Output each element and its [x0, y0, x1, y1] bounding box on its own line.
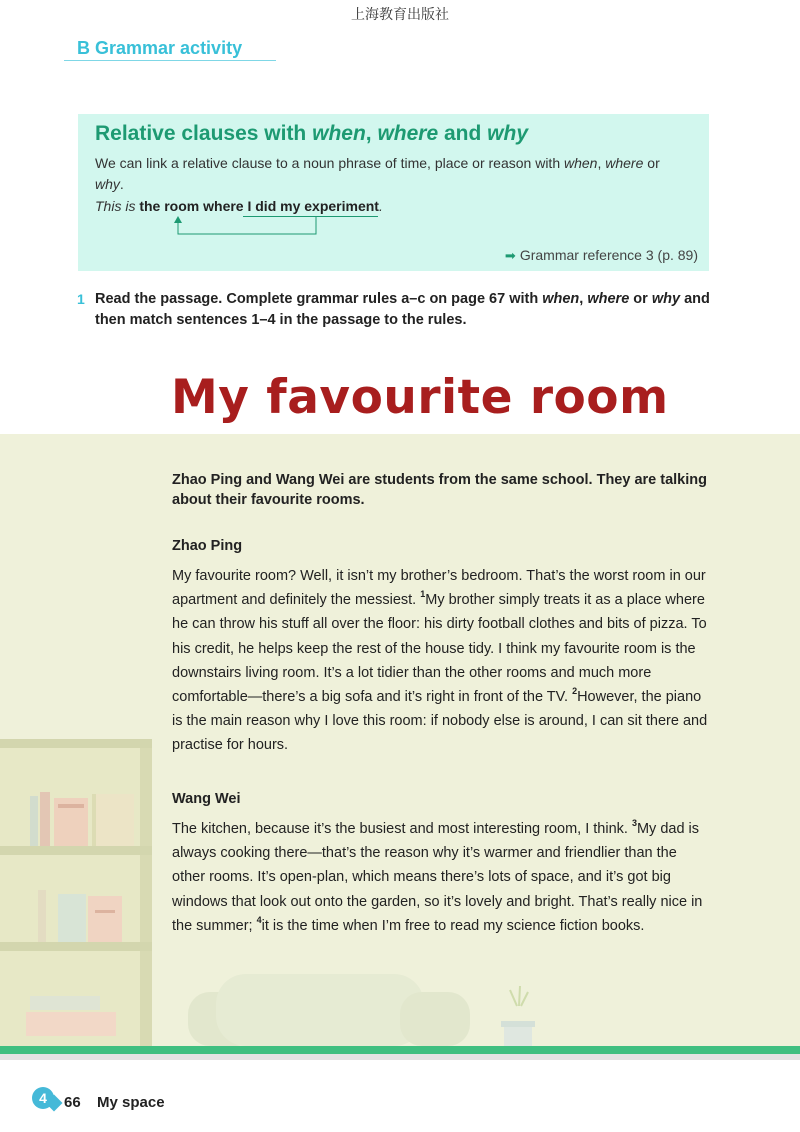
- grammar-box: [78, 114, 709, 271]
- title-why: why: [487, 122, 529, 145]
- link-arrow-icon: [170, 214, 322, 238]
- footer-shadow: [0, 1054, 800, 1060]
- paragraph-text: it is the time when I’m free to read my science fiction books.: [261, 917, 645, 934]
- paragraph-text: My brother simply treats it as a place where he can throw his stuff all over the floor: his dirty football clothes and bits of pizza. To his credit, he helps keep the rest of the house tidy. I think my favourite room is the downstairs living room. It’s a lot tidier than the other rooms and much more comfortable—there’s a big sofa and it’s right in front of the TV.: [172, 592, 707, 706]
- section-title: B Grammar activity: [77, 38, 243, 58]
- paragraph-text: However, the piano is the main reason why I love this room: if nobody else is around, I can sit there and practise for hours.: [172, 689, 708, 754]
- sentence-number: 2: [572, 686, 578, 697]
- instruction-number: 1: [77, 291, 85, 307]
- title-and: and: [438, 122, 488, 145]
- paragraph-text: My dad is always cooking there—that’s the reason why it’s warmer and friendlier than the other rooms. It’s open-plan, which means there’s lots of space, and it’s got big windows that look out onto the garden, so it’s lovely and bright. That’s really nice in the summer;: [172, 821, 703, 934]
- speaker-name: Zhao Ping: [172, 538, 243, 554]
- instruction-why: why: [651, 291, 681, 307]
- instruction-or: or: [629, 291, 652, 307]
- section-divider: [64, 60, 276, 61]
- explanation-comma: ,: [597, 155, 606, 171]
- paragraph-text: My favourite room? Well, it isn’t my brother’s bedroom. That’s the worst room in our apartment and definitely the messiest.: [172, 568, 706, 609]
- sentence-number: 1: [420, 589, 426, 600]
- example-prefix: This is: [95, 198, 140, 214]
- title-where: where: [377, 122, 439, 145]
- example-highlight: the room where I did my experiment: [139, 198, 379, 214]
- speaker-name: Wang Wei: [172, 791, 241, 807]
- instruction-where: where: [587, 291, 630, 307]
- reading-intro: Zhao Ping and Wang Wei are students from the same school. They are talking about their favourite rooms.: [172, 472, 707, 508]
- title-when: when: [312, 122, 366, 145]
- unit-badge: 4: [32, 1087, 54, 1109]
- paragraph-text: The kitchen, because it’s the busiest and most interesting room, I think.: [172, 821, 632, 837]
- unit-title: My space: [97, 1094, 165, 1111]
- grammar-reference-text: Grammar reference 3 (p. 89): [519, 247, 698, 263]
- explanation-where: where: [605, 155, 644, 171]
- grammar-reference-link[interactable]: [505, 247, 698, 264]
- speaker-paragraph: [172, 564, 712, 758]
- explanation-when: when: [564, 155, 598, 171]
- explanation-text: We can link a relative clause to a noun phrase of time, place or reason with: [95, 155, 564, 171]
- example-end: .: [378, 198, 383, 214]
- speaker-paragraph: [172, 817, 712, 938]
- grammar-example: [95, 198, 383, 214]
- explanation-why: why: [95, 176, 120, 192]
- grammar-box-title: [95, 122, 528, 146]
- sentence-number: 3: [631, 818, 637, 828]
- instruction-part1: Read the passage. Complete grammar rules a–c on page 67 with: [95, 291, 543, 307]
- instruction-when: when: [542, 291, 580, 307]
- page-number: 66: [64, 1094, 81, 1111]
- instruction-text: [95, 289, 715, 331]
- grammar-box-explanation: [95, 153, 680, 195]
- plant-icon: [510, 990, 517, 1006]
- explanation-end: .: [119, 176, 124, 192]
- explanation-or: or: [643, 155, 660, 171]
- instruction-comma: ,: [579, 291, 588, 307]
- instruction-part2: and then match sentences 1–4 in the passage to the rules.: [95, 291, 710, 328]
- sentence-number: 4: [256, 914, 262, 925]
- title-text: Relative clauses with: [95, 122, 313, 145]
- title-comma: ,: [365, 122, 378, 145]
- publisher-name: 上海教育出版社: [351, 7, 449, 23]
- arrow-right-icon: ➡: [504, 248, 516, 263]
- reading-title: My favourite room: [171, 370, 669, 425]
- footer-stripe: [0, 1046, 800, 1054]
